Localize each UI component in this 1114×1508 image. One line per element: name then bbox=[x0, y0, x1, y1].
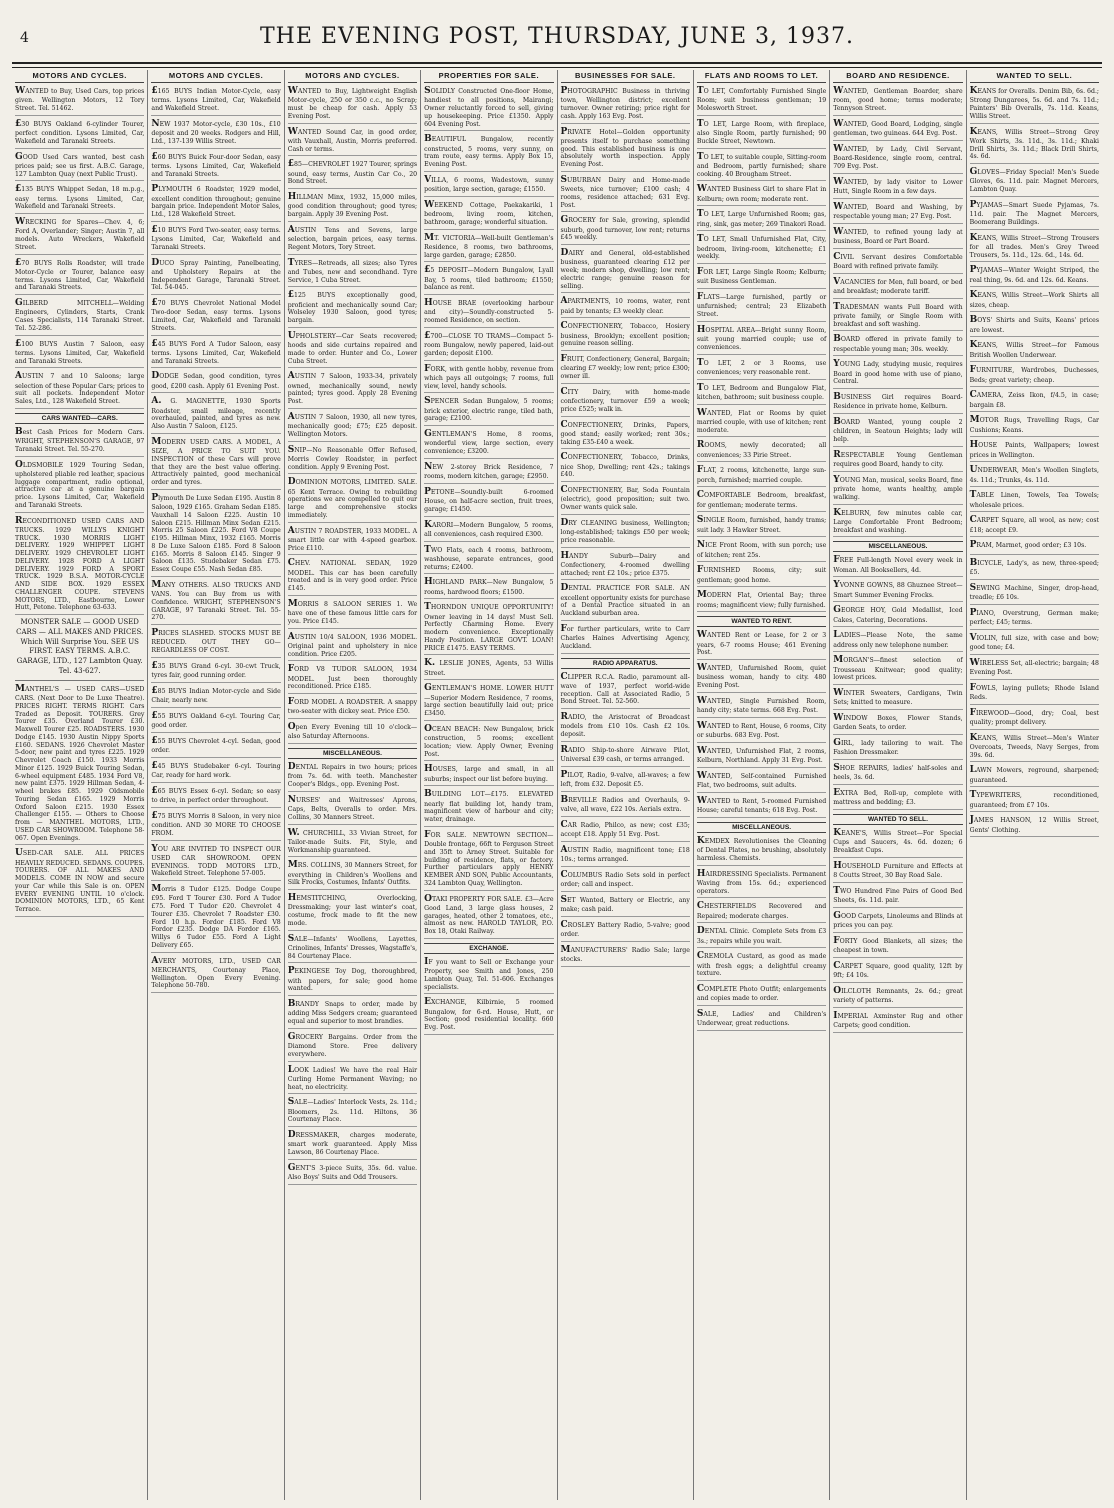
classified-ad: BUILDING LOT—£175. ELEVATED nearly flat building lot, handy tram, magnificent view of harbour and city; water, drainage. bbox=[424, 789, 553, 827]
classified-ad: WINDOW Boxes, Flower Stands, Garden Seats, to order. bbox=[833, 713, 962, 735]
column-heading: MOTORS AND CYCLES. bbox=[151, 70, 280, 83]
classified-ad: NEW 2-storey Brick Residence, 7 rooms, modern kitchen, garage; £2950. bbox=[424, 462, 553, 484]
classified-ad: AUSTIN 7 and 10 Saloons; large selection of these Popular Cars; prices to suit all pockets. Independent Motor Sales, Ltd., 128 Wakefield Street. bbox=[15, 371, 144, 409]
classified-ad: K. LESLIE JONES, Agents, 53 Willis Street. bbox=[424, 658, 553, 680]
classified-ad: CROSLEY Battery Radio, 5-valve; good order. bbox=[561, 920, 690, 942]
classified-ad: FORD MODEL A ROADSTER. A snappy two-seater with dickey seat. Price £50. bbox=[288, 697, 417, 719]
classified-ad: KEANS, Willis Street—for Famous British Woollen Underwear. bbox=[970, 340, 1099, 362]
classified-ad: £85—CHEVROLET 1927 Tourer, springs sound, easy terms, Austin Car Co., 20 Bond Street. bbox=[288, 159, 417, 189]
classified-ad: £85 BUYS Indian Motor-cycle and Side Chair, nearly new. bbox=[151, 686, 280, 708]
classified-ad: RADIO Ship-to-shore Airwave Pilot, Universal £39 cash, or terms arranged. bbox=[561, 745, 690, 767]
classified-ad: TWO Flats, each 4 rooms, bathroom, washhouse, separate entrances, good returns; £2400. bbox=[424, 545, 553, 575]
classified-ad: SUBURBAN Dairy and Home-made Sweets, nice turnover; £100 cash; 4 rooms, residence attached; 631 Evg. Post. bbox=[561, 175, 690, 213]
classified-ad: PEKINGESE Toy Dog, thoroughbred, with papers, for sale; good home wanted. bbox=[288, 966, 417, 996]
classified-ad: SINGLE Room, furnished, handy trams; suit lady. 3 Hawker Street. bbox=[697, 515, 826, 537]
classified-ad: For further particulars, write to Carr Charles Haines Advertising Agency, Auckland. bbox=[561, 624, 690, 654]
classified-ad: RECONDITIONED USED CARS AND TRUCKS. 1929 WILLYS KNIGHT TRUCK. 1930 MORRIS LIGHT DELIVERY. 1929 WHIPPET LIGHT DELIVERY. 1929 CHEVROLET LIGHT DELIVERY. 1928 FORD A LIGHT DELIVERY. 1929 FORD A SPORT TRUCK. 1929 B.S.A. MOTOR-CYCLE AND SIDE BOX. 1929 ESSEX CHALLENGER COUPE. STEVENS MOTORS, LTD., Eastbourne, Lower Hutt, Petone. Telephone 63-633. bbox=[15, 516, 144, 616]
classified-ad: FORTY Good Blankets, all sizes; the cheapest in town. bbox=[833, 936, 962, 958]
classified-ad: BREVILLE Radios and Overhauls, 9-valve, all wave, £22 10s. Aerials extra. bbox=[561, 795, 690, 817]
classified-ad: £75 BUYS Morris 8 Saloon, in very nice condition. AND 30 MORE TO CHOOSE FROM. bbox=[151, 811, 280, 841]
classified-ad: £65 BUYS Essex 6-cyl. Sedan; so easy to drive, in perfect order throughout. bbox=[151, 786, 280, 808]
classified-ad: WANTED, Single Furnished Room, handy city; state terms. 668 Evg. Post. bbox=[697, 696, 826, 718]
classified-ad: KEANE'S, Willis Street—For Special Cups and Saucers, 4s. 6d. dozen; 6 Breakfast Cups. bbox=[833, 828, 962, 858]
classified-ad: CAMERA, Zeiss Ikon, f/4.5, in case; bargain £8. bbox=[970, 390, 1099, 412]
classified-ad: FURNITURE, Wardrobes, Duchesses, Beds; great variety; cheap. bbox=[970, 365, 1099, 387]
classified-ad: COMPLETE Photo Outfit; enlargements and copies made to order. bbox=[697, 984, 826, 1006]
classified-ad: CITY Dairy, with home-made confectionery, turnover £59 a week; price £525; walk in. bbox=[561, 387, 690, 417]
classified-ad: BOARD Wanted, young couple 2 children, in Seatoun Heights; lady will help. bbox=[833, 417, 962, 447]
classified-ad: WANTED to Buy, Lightweight English Motor-cycle, 250 or 350 c.c., no Scrap; must be cheap for cash. Apply 53 Evening Post. bbox=[288, 86, 417, 124]
classified-ad: MANY OTHERS. ALSO TRUCKS AND VANS. You can Buy from us with Confidence. WRIGHT, STEPHENSON'S GARAGE, 97 Taranaki Street. Tel. 55-270. bbox=[151, 580, 280, 625]
classified-ad: CLIPPER R.C.A. Radio, paramount all-wave of 1937, perfect world-wide reception. Call at Associated Radio, 5 Bond Street. Tel. 52-560. bbox=[561, 672, 690, 710]
classified-ad: TO LET, Bedroom and Bungalow Flat, kitchen, bathroom; suit business couple. bbox=[697, 383, 826, 405]
classified-ad: HOUSEHOLD Furniture and Effects at 8 Coutts Street, 30 Bay Road Sale. bbox=[833, 861, 962, 883]
classified-ad: GROCERY Bargains. Order from the Diamond Store. Free delivery everywhere. bbox=[288, 1032, 417, 1062]
classified-ad: CONFECTIONERY, Drinks, Papers, good stand; easily worked; rent 30s.; taking £35-£40 a week. bbox=[561, 420, 690, 450]
classified-ad: PIANO, Overstrung, German make; perfect; £45; terms. bbox=[970, 608, 1099, 630]
classified-ad: A. G. MAGNETTE, 1930 Sports Roadster, small mileage, recently overhauled, painted, and tyres as new. Also Austin 7 Saloon, £125. bbox=[151, 396, 280, 434]
classified-ad: DAIRY and General, old-established business, guaranteed clearing £12 per week; modern shop, dwelling; low rent; electric range; genuine reason for selling. bbox=[561, 248, 690, 293]
classified-ad: WANTED, Unfurnished Flat, 2 rooms, Kelburn, Northland. Apply 31 Evg. Post. bbox=[697, 746, 826, 768]
columns-container bbox=[12, 70, 1102, 1500]
classified-ad: Morris 8 Tudor £125. Dodge Coupe £95. Ford T Tourer £30. Ford A Tudor £75. Ford T Tudor £20. Chevrolet 4 Tourer £35. Chevrolet 7 Roadster £30. Ford 10 h.p. Fordor £185. Ford V8 Fordor £235. Dodge DA Fordor £165. Willys 6 Tudor £55. Ford A Light Delivery £65. bbox=[151, 884, 280, 953]
column-6 bbox=[693, 70, 829, 1500]
classified-ad: FURNISHED Rooms, city; suit gentleman; good home. bbox=[697, 565, 826, 587]
classified-ad: HANDY Suburb—Dairy and Confectionery, 4-roomed dwelling attached; rent £2 10s.; price £375. bbox=[561, 551, 690, 581]
classified-ad: CREMOLA Custard, as good as made with fresh eggs; a delightful creamy texture. bbox=[697, 951, 826, 981]
classified-ad: USED-CAR SALE. ALL PRICES HEAVILY REDUCED. SEDANS. COUPES. TOURERS. OF ALL MAKES AND MODELS. COME IN NOW and secure your Car while this Sale is on. OPEN EVERY EVENING UNTIL 10 o'clock. DOMINION MOTORS, LTD., 65 Kent Terrace. bbox=[15, 848, 144, 917]
classified-ad: DENTAL PRACTICE FOR SALE. AN excellent opportunity exists for purchase of a Dental Practice situated in an Auckland suburban area. bbox=[561, 583, 690, 621]
classified-ad: WANTED, to refined young lady at business, Board or Part Board. bbox=[833, 227, 962, 249]
classified-ad: HIGHLAND PARK—New Bungalow, 5 rooms, hardwood floors; £1500. bbox=[424, 577, 553, 599]
classified-ad: YOUNG Lady, studying music, requires Board in good home with use of piano, Central. bbox=[833, 359, 962, 389]
classified-ad: LADIES—Please Note, the same address only new telephone number. bbox=[833, 630, 962, 652]
classified-ad: GROCERY for Sale, growing, splendid suburb, good turnover, low rent; returns £45 weekly. bbox=[561, 215, 690, 245]
classified-ad: MANTHEL'S — USED CARS—USED CARS. (Next Door to De Luxe Theatre). PRICES RIGHT. TERMS RIGHT. Cars Traded as Deposit. TOURERS. Grey Tourer £35. Overland Tourer £30. Maxwell Tourer £25. ROADSTERS. 1930 Dodge £145. 1930 Austin Nippy Sports £160. SEDANS. 1926 Chevrolet Master 5-door, new paint and tyres £225. 1929 Chevrolet Coach £150. 1933 Morris Minor £125. 1929 Buick Touring Sedan, 6-wheel equipment £485. 1934 Ford V8, new paint £375. 1929 Hillman Sedan, 4-wheel brakes £85. 1929 Oldsmobile Touring Sedan £165. 1929 Morris Oxford Saloon £215. 1930 Essex Challenger £155. — Others to Choose from — MANTHEL MOTORS, LTD., USED CAR SHOWROOM. Telephone 58-067. Open Evenings. bbox=[15, 684, 144, 846]
classified-ad: NICE Front Room, with sun porch; use of kitchen; rent 25s. bbox=[697, 540, 826, 562]
classified-ad: BUSINESS Girl requires Board-Residence in private home, Kelburn. bbox=[833, 392, 962, 414]
classified-ad: FRUIT, Confectionery, General, Bargain; clearing £7 weekly; low rent; price £300; owner ill. bbox=[561, 354, 690, 384]
classified-ad: TRADESMAN wants Full Board with private family, or Single Room with breakfast and soft washing. bbox=[833, 302, 962, 332]
classified-ad: WANTED, Gentleman Boarder, share room, good home; terms moderate; Tennyson Street. bbox=[833, 86, 962, 116]
classified-ad: MORGAN'S—finest selection of Trousseau Knitwear; good quality; lowest prices. bbox=[833, 655, 962, 685]
classified-ad: CAR Radio, Philco, as new; cost £35; accept £18. Apply 51 Evg. Post. bbox=[561, 820, 690, 842]
classified-ad: £70 BUYS Rolls Roadster, will trade Motor-Cycle or Tourer, balance easy terms. Lysons Limited, Car, Wakefield and Taranaki Streets. bbox=[15, 258, 144, 296]
column-heading: BOARD AND RESIDENCE. bbox=[833, 70, 962, 83]
column-4 bbox=[420, 70, 556, 1500]
classified-ad: Best Cash Prices for Modern Cars. WRIGHT, STEPHENSON'S GARAGE, 97 Taranaki Street. Tel. 55-270. bbox=[15, 427, 144, 457]
classified-ad: OCEAN BEACH: New Bungalow, brick construction, 5 rooms; excellent location; view. Apply Owner, Evening Post. bbox=[424, 724, 553, 762]
classified-ad: CARPET Square, good quality, 12ft by 9ft; £4 10s. bbox=[833, 961, 962, 983]
classified-ad: MRS. COLLINS, 30 Manners Street, for everything in Children's Woollens and Silk Frocks, Costumes, Infants' Outfits. bbox=[288, 860, 417, 890]
classified-ad: TO LET, to suitable couple, Sitting-room and Bedroom, partly furnished; share cooking. 40 Brougham Street. bbox=[697, 152, 826, 182]
classified-ad: Plymouth De Luxe Sedan £195. Austin 8 Saloon, 1929 £165. Graham Sedan £185. Vauxhall 14 Saloon £225. Austin 10 Saloon £215. Hillman Minx Sedan £215. Morris 25 Saloon £225. Ford V8 Coupe £195. Hillman Minx, 1932 £165. Morris 8 De Luxe Saloon £185. Ford 8 Saloon £165. Morris 8 Saloon £145. Singer 9 Saloon £135. Studebaker Sedan £75. Essex Coupe £55. Nash Sedan £85. bbox=[151, 493, 280, 577]
classified-ad: TO LET, 2 or 3 Rooms, use conveniences; very reasonable rent. bbox=[697, 358, 826, 380]
classified-ad: WANTED, Good Board, Lodging, single gentleman, two guineas. 644 Evg. Post. bbox=[833, 119, 962, 141]
classified-ad: TABLE Linen, Towels, Tea Towels; wholesale prices. bbox=[970, 490, 1099, 512]
classified-ad: £45 BUYS Ford A Tudor Saloon, easy terms. Lysons Limited, Car, Wakefield and Taranaki Streets. bbox=[151, 339, 280, 369]
classified-ad: KEANS, Willis Street—Strong Grey Work Shirts, 3s. 11d., 3s. 11d.; Khaki Drill Shirts, 3s. 11d.; Black Drill Shirts, 4s. 6d. bbox=[970, 127, 1099, 165]
classified-ad: WEEKEND Cottage, Paekakariki, 1 bedroom, living room, kitchen, bathroom, garage; wonderful situation. bbox=[424, 200, 553, 230]
classified-ad: COMFORTABLE Bedroom, breakfast, for gentleman; moderate terms. bbox=[697, 490, 826, 512]
classified-ad: SHOE REPAIRS, ladies' half-soles and heels, 3s. 6d. bbox=[833, 763, 962, 785]
classified-ad: BOYS' Shirts and Suits, Keans' prices are lowest. bbox=[970, 315, 1099, 337]
classified-ad: VIOLIN, full size, with case and bow; good tone; £4. bbox=[970, 633, 1099, 655]
classified-ad: AVERY MOTORS, LTD., USED CAR MERCHANTS, Courtenay Place, Wellington. Open Every Evening. Telephone 50-780. bbox=[151, 956, 280, 994]
classified-ad: WANTED, Self-contained Furnished Flat, two bedrooms, suit adults. bbox=[697, 771, 826, 793]
classified-ad: Open Every Evening till 10 o'clock—also Saturday Afternoons. bbox=[288, 722, 417, 744]
classified-ad: AUSTIN 7 Saloon, 1933-34, privately owned, mechanically sound, newly painted; tyres good. Apply 28 Evening Post. bbox=[288, 371, 417, 409]
classified-ad: WANTED, Unfurnished Room, quiet business woman, handy to city. 480 Evening Post. bbox=[697, 663, 826, 693]
masthead-rule bbox=[12, 67, 1102, 68]
classified-ad: WANTED Business Girl to share Flat in Kelburn; own room; moderate rent. bbox=[697, 184, 826, 206]
classified-ad: MORRIS 8 SALOON SERIES 1. We have one of these famous little cars for you. Price £145. bbox=[288, 599, 417, 629]
classified-ad: TWO Hundred Fine Pairs of Good Bed Sheets, 6s. 11d. pair. bbox=[833, 886, 962, 908]
classified-ad: TYRES—Retreads, all sizes; also Tyres and Tubes, new and secondhand. Tyre Service, 1 Cuba Street. bbox=[288, 258, 417, 288]
classified-ad: OLDSMOBILE 1929 Touring Sedan, upholstered pliable red leather, spacious luggage compartment, radio optional, attractive car at a genuine bargain price. Lysons Limited, Car, Wakefield and Taranaki Streets. bbox=[15, 460, 144, 513]
classified-ad: CONFECTIONERY, Tobacco, Drinks, nice Shop, Dwelling; rent 42s.; takings £40. bbox=[561, 452, 690, 482]
classified-ad: WINTER Sweaters, Cardigans, Twin Sets; knitted to measure. bbox=[833, 688, 962, 710]
classified-ad: MANUFACTURERS' Radio Sale; large stocks. bbox=[561, 945, 690, 967]
classified-ad: YVONNE GOWNS, 88 Ghuznee Street—Smart Summer Evening Frocks. bbox=[833, 580, 962, 602]
classified-ad: FIREWOOD—Good, dry; Coal, best quality; prompt delivery. bbox=[970, 708, 1099, 730]
column-2 bbox=[147, 70, 283, 1500]
classified-ad: WIRELESS Set, all-electric; bargain; 48 Evening Post. bbox=[970, 658, 1099, 680]
classified-ad: UPHOLSTERY—Car Seats recovered; hoods and side curtains repaired and made to order. Hunter and Co., Lower Cuba Street. bbox=[288, 331, 417, 369]
classified-ad: £45 BUYS Studebaker 6-cyl. Touring Car, ready for hard work. bbox=[151, 761, 280, 783]
newspaper-title: THE EVENING POST, THURSDAY, JUNE 3, 1937. bbox=[260, 24, 854, 49]
classified-ad: GOOD Used Cars wanted, best cash prices paid; see us first. A.B.C. Garage, 127 Lambton Quay (next Public Trust). bbox=[15, 152, 144, 182]
column-3 bbox=[284, 70, 420, 1500]
classified-ad: DOMINION MOTORS, LIMITED. SALE. 65 Kent Terrace. Owing to rebuilding operations we are compelled to quit our large and comprehensive stocks immediately. bbox=[288, 477, 417, 522]
classified-ad: SALE, Ladies' and Children's Underwear, great reductions. bbox=[697, 1009, 826, 1031]
classified-ad: BICYCLE, Lady's, as new, three-speed; £5. bbox=[970, 558, 1099, 580]
classified-ad: JAMES HANSON, 12 Willis Street, Gents' Clothing. bbox=[970, 815, 1099, 837]
classified-ad: BOARD offered in private family to respectable young man; 30s. weekly. bbox=[833, 334, 962, 356]
classified-ad: SET Wanted, Battery or Electric, any make; cash paid. bbox=[561, 895, 690, 917]
section-subheading: MISCELLANEOUS. bbox=[697, 822, 826, 833]
classified-ad: TO LET, Small Unfurnished Flat, City, bedroom, living-room, kitchenette; £1 weekly. bbox=[697, 234, 826, 264]
classified-ad: KELBURN, few minutes cable car, Large Comfortable Front Bedroom; breakfast and washing. bbox=[833, 508, 962, 538]
classified-ad: WANTED to Rent, House, 6 rooms, City or suburbs. 683 Evg. Post. bbox=[697, 721, 826, 743]
column-heading: BUSINESSES FOR SALE. bbox=[561, 70, 690, 83]
classified-ad: NURSES' and Waitresses' Aprons, Caps, Belts, Overalls to order. Mrs. Collins, 30 Manners Street. bbox=[288, 795, 417, 825]
classified-ad: SEWING Machine, Singer, drop-head, treadle; £6 10s. bbox=[970, 583, 1099, 605]
classified-ad: WANTED, by lady visitor to Lower Hutt, Single Room in a few days. bbox=[833, 177, 962, 199]
classified-ad: £30 BUYS Oakland 6-cylinder Tourer, perfect condition. Lysons Limited, Car, Wakefield and Taranaki Streets. bbox=[15, 119, 144, 149]
classified-ad: FOR LET, Large Single Room; Kelburn; suit Business Gentleman. bbox=[697, 267, 826, 289]
classified-ad: TYPEWRITERS, reconditioned, guaranteed; from £7 10s. bbox=[970, 790, 1099, 812]
classified-ad: THORNDON UNIQUE OPPORTUNITY! Owner leaving in 14 days! Must Sell. Perfectly Charming Home. Every modern convenience. Exceptionally Handy Position. LARGE GOVT. LOAN! PRICE £1475. EASY TERMS. bbox=[424, 602, 553, 655]
classified-ad: CHEV. NATIONAL SEDAN, 1929 MODEL. This car has been carefully treated and is in very good order. Price £145. bbox=[288, 558, 417, 596]
classified-ad: KARORI—Modern Bungalow, 5 rooms, all conveniences, cash required £300. bbox=[424, 520, 553, 542]
column-5 bbox=[557, 70, 693, 1500]
classified-ad: FREE Full-length Novel every week in Woman. All Booksellers, 4d. bbox=[833, 555, 962, 577]
classified-ad: PYJAMAS—Winter Weight Striped, the real thing, 9s. 6d. and 12s. 6d. Keans. bbox=[970, 265, 1099, 287]
classified-ad: RESPECTABLE Young Gentleman requires good Board, handy to city. bbox=[833, 450, 962, 472]
classified-ad: VACANCIES for Men, full board, or bed and breakfast; moderate tariff. bbox=[833, 277, 962, 299]
classified-ad: WANTED to Buy, Used Cars, top prices given. Wellington Motors, 12 Tory Street. Tel. 51462. bbox=[15, 86, 144, 116]
section-subheading: MISCELLANEOUS. bbox=[833, 541, 962, 552]
section-subheading: EXCHANGE. bbox=[424, 943, 553, 954]
masthead bbox=[12, 6, 1102, 64]
column-heading: MOTORS AND CYCLES. bbox=[15, 70, 144, 83]
classified-ad: FOWLS, laying pullets; Rhode Island Reds. bbox=[970, 683, 1099, 705]
classified-ad: KEANS, Willis Street—Strong Trousers for all trades. Men's Grey Tweed Trousers, 5s. 11d., 12s. 6d., 14s. 6d. bbox=[970, 233, 1099, 263]
classified-ad: BEAUTIFUL Bungalow, recently constructed, 5 rooms, very sunny, on tram route, easy terms. Apply Box 15, Evening Post. bbox=[424, 134, 553, 172]
classified-ad: FLATS—Large furnished, partly or unfurnished; central; 23 Elizabeth Street. bbox=[697, 292, 826, 322]
classified-ad: SOLIDLY Constructed One-floor Home, handiest to all positions, Mairangi; Owner reluctantly forced to sell, giving up housekeeping. Price £1350. Apply 604 Evening Post. bbox=[424, 86, 553, 131]
column-8 bbox=[966, 70, 1102, 1500]
classified-ad: OILCLOTH Remnants, 2s. 6d.; great variety of patterns. bbox=[833, 986, 962, 1008]
classified-ad: KEANS, Willis Street—Work Shirts all sizes, cheap. bbox=[970, 290, 1099, 312]
classified-ad: GLOVES—Friday Special! Men's Suede Gloves, 6s. 11d. pair. Magnet Mercers, Lambton Quay. bbox=[970, 167, 1099, 197]
classified-ad: TO LET, Large Room, with fireplace, also Single Room, partly furnished; 90 Buckle Street, Newtown. bbox=[697, 119, 826, 149]
classified-ad: TO LET, Comfortably Furnished Single Room; suit business gentleman; 19 Molesworth Street. bbox=[697, 86, 826, 116]
classified-ad: AUSTIN Radio, magnificent tone; £18 10s.; terms arranged. bbox=[561, 845, 690, 867]
classified-ad: OTAKI PROPERTY FOR SALE. £3—Acre Good Land, 3 large glass houses, 2 garages, heated, other 2 tomatoes, etc., almost as new. HAROLD TAYLOR, P.O. Box 18, Otaki Railway. bbox=[424, 894, 553, 939]
classified-ad: IMPERIAL Axminster Rug and other Carpets; good condition. bbox=[833, 1011, 962, 1033]
classified-ad: MOTOR Rugs, Travelling Rugs, Car Cushions; Keans. bbox=[970, 415, 1099, 437]
column-heading: WANTED TO SELL. bbox=[970, 70, 1099, 83]
classified-ad: FORK, with gentle hobby, revenue from which pays all outgoings; 7 rooms, full view, level, handy schools. bbox=[424, 364, 553, 394]
section-subheading: WANTED TO RENT. bbox=[697, 616, 826, 627]
classified-ad: CHESTERFIELDS Recovered and Repaired; moderate charges. bbox=[697, 901, 826, 923]
column-7 bbox=[829, 70, 965, 1500]
classified-ad: PYJAMAS—Smart Suede Pyjamas, 7s. 11d. pair. The Magnet Mercers, Boomerang Buildings. bbox=[970, 200, 1099, 230]
classified-ad: DRESSMAKER, charges moderate, smart work guaranteed. Apply Miss Lawson, 86 Courtenay Place. bbox=[288, 1130, 417, 1160]
classified-ad: PETONE—Soundly-built 6-roomed House, on half-acre section, fruit trees, garage; £1450. bbox=[424, 487, 553, 517]
classified-ad: VILLA, 6 rooms, Wadestown, sunny position, large section, garage; £1550. bbox=[424, 175, 553, 197]
classified-ad: GILBERD MITCHELL—Welding Engineers, Cylinders, Starts, Crank Cases Specialists, 114 Taranaki Street. Tel. 52-286. bbox=[15, 298, 144, 336]
classified-ad: HOUSES, large and small, in all suburbs; inspect our list before buying. bbox=[424, 764, 553, 786]
classified-ad: HOUSE BRAE (overlooking harbour and city)—Soundly-constructed 5-roomed Residence, on section. bbox=[424, 298, 553, 328]
classified-ad: KEANS for Overalls. Denim Bib, 6s. 6d.; Strong Dungarees, 5s. 6d. and 7s. 11d.; Painters' Bib Overalls, 7s. 11d. Keans, Willis Street. bbox=[970, 86, 1099, 124]
classified-ad: HOUSE Paints, Wallpapers; lowest prices in Wellington. bbox=[970, 440, 1099, 462]
classified-ad: PRAM, Marmet, good order; £3 10s. bbox=[970, 540, 1099, 554]
classified-ad: CONFECTIONERY, Tobacco, Hosiery business, Brooklyn; excellent position; genuine reason selling. bbox=[561, 321, 690, 351]
classified-ad: £5 DEPOSIT—Modern Bungalow, Lyall Bay, 5 rooms, tiled bathroom; £1550; balance as rent. bbox=[424, 265, 553, 295]
classified-ad: HEMSTITCHING, Overlocking, Dressmaking; your last winter's coat, costume, frock made to fit the new mode. bbox=[288, 893, 417, 931]
classified-ad: £60 BUYS Buick Four-door Sedan, easy terms. Lysons Limited, Car, Wakefield and Taranaki Streets. bbox=[151, 152, 280, 182]
classified-ad: HOSPITAL AREA—Bright sunny Room, suit young married couple; use of conveniences. bbox=[697, 325, 826, 355]
classified-ad: DRY CLEANING business, Wellington; long-established; takings £50 per week; price reasonable. bbox=[561, 518, 690, 548]
classified-ad: PHOTOGRAPHIC Business in thriving town, Wellington district; excellent turnover. Owner retiring; price right for cash. Apply 163 Evg. Post. bbox=[561, 86, 690, 124]
classified-ad: £55 BUYS Chevrolet 4-cyl. Sedan, good order. bbox=[151, 736, 280, 758]
classified-ad: MT. VICTORIA—Well-built Gentleman's Residence, 8 rooms, two bathrooms, large garden, garage; £2850. bbox=[424, 233, 553, 263]
column-heading: MOTORS AND CYCLES. bbox=[288, 70, 417, 83]
classified-ad: GENTLEMAN'S Home, 8 rooms, wonderful view, large section, every convenience; £3200. bbox=[424, 429, 553, 459]
display-ad: MONSTER SALE — GOOD USED CARS — ALL MAKES AND PRICES. Which Will Surprise You. SEE US FIRST. EASY TERMS. A.B.C. GARAGE, LTD., 127 Lambton Quay. Tel. 43-627. bbox=[15, 618, 144, 681]
classified-ad: KEMDEX Revolutionises the Cleaning of Dental Plates, no brushing, absolutely harmless. Chemists. bbox=[697, 836, 826, 866]
classified-ad: AUSTIN Tens and Sevens, large selection, bargain prices, easy terms. Regent Motors, Tory Street. bbox=[288, 225, 417, 255]
classified-ad: WANTED, by Lady, Civil Servant, Board-Residence, single room, central. 709 Evg. Post. bbox=[833, 144, 962, 174]
classified-ad: SPENCER Sedan Bungalow, 5 rooms; brick exterior, electric range, tiled bath, garage; £2100. bbox=[424, 396, 553, 426]
classified-ad: IF you want to Sell or Exchange your Property, see Smith and Jones, 250 Lambton Quay, Tel. 51-606. Exchanges specialists. bbox=[424, 957, 553, 995]
classified-ad: GENTLEMAN'S HOME. LOWER HUTT—Superior Modern Residence, 7 rooms, large section beautifully laid out; price £3450. bbox=[424, 683, 553, 721]
classified-ad: £125 BUYS exceptionally good, proficient and mechanically sound Car; Wolseley 1930 Saloon, good tyres; bargain. bbox=[288, 290, 417, 328]
classified-ad: WANTED, Board and Washing, by respectable young man; 27 Evg. Post. bbox=[833, 202, 962, 224]
classified-ad: GOOD Carpets, Linoleums and Blinds at prices you can pay. bbox=[833, 911, 962, 933]
classified-ad: £70 BUYS Chevrolet National Model Two-door Sedan, easy terms. Lysons Limited, Car, Wakefield and Taranaki Streets. bbox=[151, 298, 280, 336]
classified-ad: PRICES SLASHED. STOCKS MUST BE REDUCED. OUT THEY GO—REGARDLESS OF COST. bbox=[151, 628, 280, 658]
column-heading: PROPERTIES FOR SALE. bbox=[424, 70, 553, 83]
classified-ad: DENTAL Clinic. Complete Sets from £3 3s.; repairs while you wait. bbox=[697, 926, 826, 948]
classified-ad: £35 BUYS Grand 6-cyl. 30-cwt Truck, tyres fair, good running order. bbox=[151, 661, 280, 683]
classified-ad: ROOMS, newly decorated; all conveniences; 33 Pirie Street. bbox=[697, 440, 826, 462]
section-subheading: WANTED TO SELL. bbox=[833, 814, 962, 825]
classified-ad: AUSTIN 10/4 SALOON, 1936 MODEL. Original paint and upholstery in nice condition. Price £205. bbox=[288, 632, 417, 662]
classified-ad: YOUNG Man, musical, seeks Board, fine private home, wants healthy, ample walking. bbox=[833, 475, 962, 505]
classified-ad: WANTED Rent or Lease, for 2 or 3 years, 6-7 rooms House; 461 Evening Post. bbox=[697, 630, 826, 660]
classified-ad: WANTED Sound Car, in good order, with Vauxhall, Austin, Morris preferred. Cash or terms. bbox=[288, 127, 417, 157]
classified-ad: UNDERWEAR, Men's Woollen Singlets, 4s. 11d.; Trunks, 4s. 11d. bbox=[970, 465, 1099, 487]
classified-ad: APARTMENTS, 10 rooms, water, rent paid by tenants; £3 weekly clear. bbox=[561, 296, 690, 318]
classified-ad: SALE—Ladies' Interlock Vests, 2s. 11d.; Bloomers, 2s. 11d. Hiltons, 36 Courtenay Place. bbox=[288, 1097, 417, 1127]
classified-ad: HAIRDRESSING Specialists. Permanent Waving from 15s. 6d.; experienced operators. bbox=[697, 869, 826, 899]
classified-ad: GENT'S 3-piece Suits, 35s. 6d. value. Also Boys' Suits and Odd Trousers. bbox=[288, 1163, 417, 1185]
column-1 bbox=[12, 70, 147, 1500]
page-number: 4 bbox=[20, 30, 29, 46]
classified-ad: SALE—Infants' Woollens, Layettes, Crinolines, Infants' Dresses, Wagstaffe's, 84 Courtenay Place. bbox=[288, 934, 417, 964]
classified-ad: £100 BUYS Austin 7 Saloon, easy terms. Lysons Limited, Car, Wakefield and Taranaki Streets. bbox=[15, 339, 144, 369]
column-heading: FLATS AND ROOMS TO LET. bbox=[697, 70, 826, 83]
classified-ad: COLUMBUS Radio Sets sold in perfect order; call and inspect. bbox=[561, 870, 690, 892]
classified-ad: CARPET Square, all wool, as new; cost £18; accept £9. bbox=[970, 515, 1099, 537]
classified-ad: £700—CLOSE TO TRAMS—Compact 5-room Bungalow, newly papered, laid-out garden; deposit £100. bbox=[424, 331, 553, 361]
classified-ad: £55 BUYS Oakland 6-cyl. Touring Car, good order. bbox=[151, 711, 280, 733]
classified-ad: WANTED to Rent, 5-roomed Furnished House; careful tenants; 618 Evg. Post. bbox=[697, 796, 826, 818]
classified-ad: PRIVATE Hotel—Golden opportunity presents itself to purchase something good. This established business is one absolutely worth inspection. Apply Evening Post. bbox=[561, 127, 690, 172]
classified-ad: CIVIL Servant desires Comfortable Board with refined private family. bbox=[833, 252, 962, 274]
classified-ad: PILOT, Radio, 9-valve, all-waves; a few left, from £32. Deposit £5. bbox=[561, 770, 690, 792]
classified-ad: BRANDY Snaps to order, made by adding Miss Sedgers cream; guaranteed equal and superior to most brandies. bbox=[288, 999, 417, 1029]
section-subheading: CARS WANTED—CARS. bbox=[15, 413, 144, 424]
classified-ad: NEW 1937 Motor-cycle, £30 10s., £10 deposit and 20 weeks. Rodgers and Hill, Ltd., 137-139 Willis Street. bbox=[151, 119, 280, 149]
classified-ad: WRECKING for Spares—Chev. 4, 6; Ford A, Overlander; Singer; Austin 7, all models. Auto Wreckers, Wakefield Street. bbox=[15, 217, 144, 255]
section-subheading: RADIO APPARATUS. bbox=[561, 658, 690, 669]
classified-ad: DODGE Sedan, good condition, tyres good, £200 cash. Apply 61 Evening Post. bbox=[151, 371, 280, 393]
classified-ad: FORD V8 TUDOR SALOON, 1934 MODEL. Just been thoroughly reconditioned. Price £185. bbox=[288, 664, 417, 694]
classified-ad: DUCO Spray Painting, Panelbeating, and Upholstery Repairs at the Independent Garage, Taranaki Street. Tel. 54-045. bbox=[151, 258, 280, 296]
classified-ad: £165 BUYS Indian Motor-Cycle, easy terms. Lysons Limited, Car, Wakefield and Wakefield Street. bbox=[151, 86, 280, 116]
classified-ad: YOU ARE INVITED TO INSPECT OUR USED CAR SHOWROOM. OPEN EVENINGS. TODD MOTORS LTD., Wakefield Street. Telephone 57-005. bbox=[151, 844, 280, 882]
classified-ad: DENTAL Repairs in two hours; prices from 7s. 6d. with teeth. Manchester Cooper's Bldgs., opp. Evening Post. bbox=[288, 762, 417, 792]
classified-ad: LAWN Mowers, reground, sharpened; guaranteed. bbox=[970, 765, 1099, 787]
classified-ad: £135 BUYS Whippet Sedan, 18 m.p.g., easy terms. Lysons Limited, Car, Wakefield and Taranaki Streets. bbox=[15, 184, 144, 214]
section-subheading: MISCELLANEOUS. bbox=[288, 748, 417, 759]
classified-ad: KEANS, Willis Street—Men's Winter Overcoats, Tweeds, Navy Serges, from 39s. 6d. bbox=[970, 733, 1099, 763]
classified-ad: EXTRA Bed, Roll-up, complete with mattress and bedding; £3. bbox=[833, 788, 962, 810]
classified-ad: HILLMAN Minx, 1932, 15,000 miles, good condition throughout; good tyres; bargain. Apply 39 Evening Post. bbox=[288, 192, 417, 222]
classified-ad: SNIP—No Reasonable Offer Refused, Morris Cowley Roadster, in perfect condition. Apply 9 Evening Post. bbox=[288, 445, 417, 475]
classified-ad: LOOK Ladies! We have the real Hair Curling Home Permanent Waving; no heat, no electricity. bbox=[288, 1065, 417, 1095]
classified-ad: GEORGE HOY, Gold Medallist, Iced Cakes, Catering, Decorations. bbox=[833, 605, 962, 627]
classified-ad: EXCHANGE, Kilbirnie, 5 roomed Bungalow, for 6-rd. House, Hutt, or Section; good residential locality. 660 Evg. Post. bbox=[424, 997, 553, 1035]
classified-ad: CONFECTIONERY, Bar, Soda Fountain (electric), good proposition; suit two. Owner wants quick sale. bbox=[561, 485, 690, 515]
classified-ad: FLAT, 2 rooms, kitchenette, large sun-porch, furnished; married couple. bbox=[697, 465, 826, 487]
classified-ad: AUSTIN 7 Saloon, 1930, all new tyres, mechanically good; £75; £25 deposit. Wellington Motors. bbox=[288, 412, 417, 442]
classified-ad: MODERN Flat, Oriental Bay; three rooms; magnificent view; fully furnished. bbox=[697, 590, 826, 612]
classified-ad: RADIO, the Aristocrat of Broadcast models from £10 10s. Cash £2 10s. deposit. bbox=[561, 712, 690, 742]
classified-ad: TO LET, Large Unfurnished Room; gas, ring, sink, gas meter; 269 Tinakori Road. bbox=[697, 209, 826, 231]
classified-ad: MODERN USED CARS. A MODEL, A SIZE, A PRICE TO SUIT YOU. INSPECTION of these Cars will prove that they are the best value offering. Attractively painted, good mechanical order and tyres. bbox=[151, 437, 280, 490]
classified-ad: W. CHURCHILL, 33 Vivian Street, for Tailor-made Suits. Fit, Style, and Workmanship guaranteed. bbox=[288, 828, 417, 858]
classified-ad: AUSTIN 7 ROADSTER, 1933 MODEL. A smart little car with 4-speed gearbox. Price £110. bbox=[288, 526, 417, 556]
classified-ad: £10 BUYS Ford Two-seater, easy terms. Lysons Limited, Car, Wakefield and Taranaki Streets. bbox=[151, 225, 280, 255]
classified-ad: GIRL, lady tailoring to wait. The Fashion Dressmaker. bbox=[833, 738, 962, 760]
classified-ad: FOR SALE. NEWTOWN SECTION—Double frontage, 66ft to Ferguson Street and 35ft to Arney Street. Suitable for building of residence, flats, or factory. Further particulars apply HENRY KEMBER AND SON, Public Accountants, 324 Lambton Quay, Wellington. bbox=[424, 830, 553, 891]
classified-ad: PLYMOUTH 6 Roadster, 1929 model, excellent condition throughout; genuine bargain price. Independent Motor Sales, Ltd., 128 Wakefield Street. bbox=[151, 184, 280, 222]
classified-ad: WANTED, Flat or Rooms by quiet married couple, with use of kitchen; rent moderate. bbox=[697, 408, 826, 438]
